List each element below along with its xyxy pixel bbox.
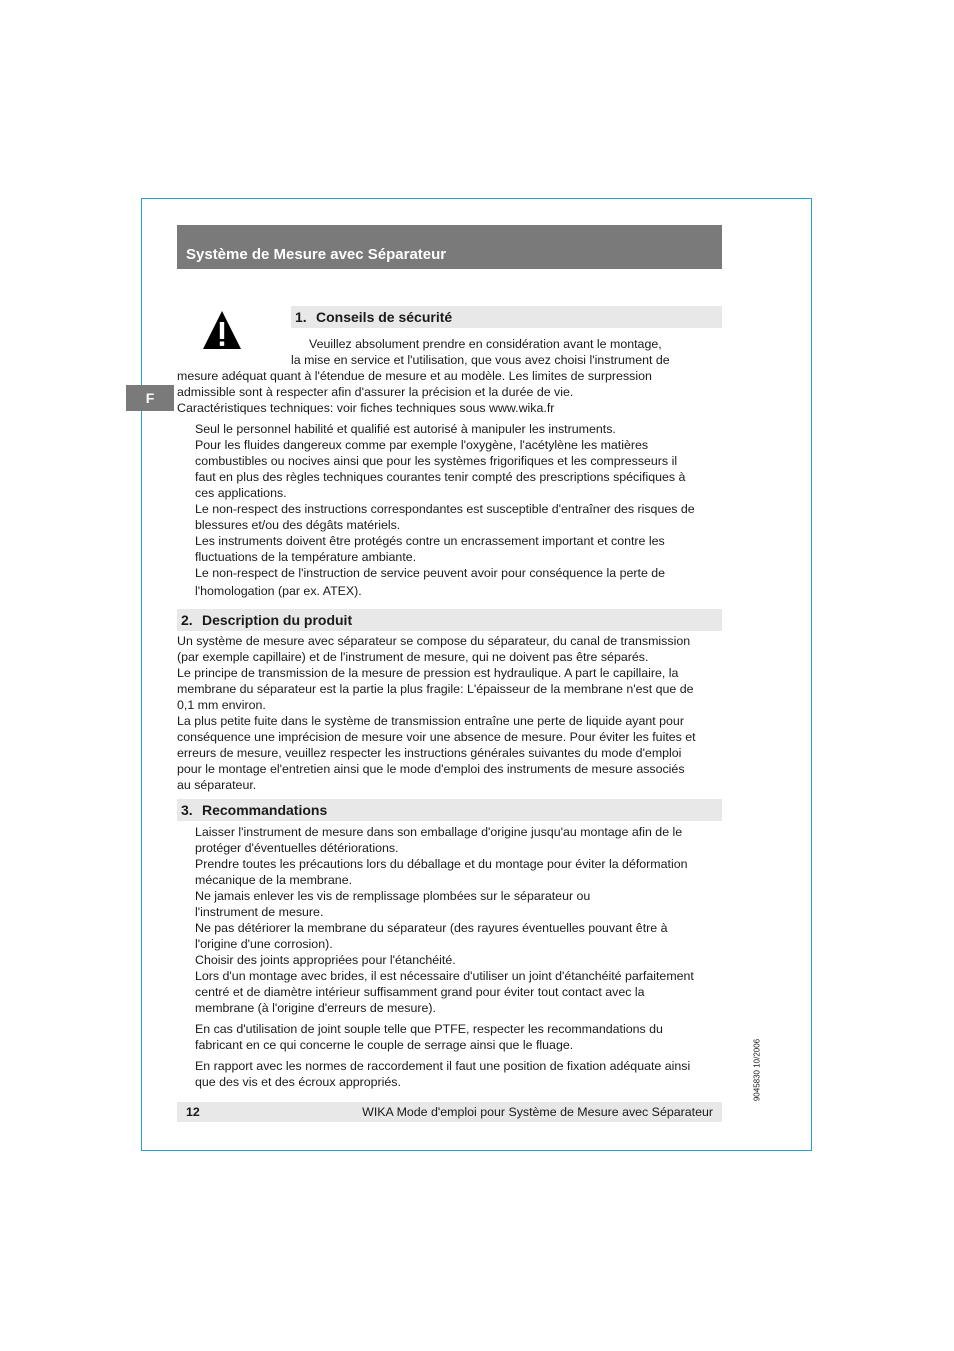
- text-line: (par exemple capillaire) et de l'instrument de mesure, qui ne doivent pas être séparés.: [177, 650, 649, 664]
- text-line: membrane du séparateur est la partie la plus fragile: L'épaisseur de la membrane n'est que de: [177, 682, 694, 696]
- section-title: Conseils de sécurité: [316, 309, 453, 325]
- text-line: La plus petite fuite dans le système de transmission entraîne une perte de liquide ayant pour: [177, 714, 684, 728]
- list-item: Ne pas détériorer la membrane du séparateur (des rayures éventuelles pouvant être à: [195, 921, 668, 935]
- list-item: En cas d'utilisation de joint souple telle que PTFE, respecter les recommandations du: [195, 1022, 663, 1036]
- list-item: Les instruments doivent être protégés contre un encrassement important et contre les: [195, 534, 665, 548]
- list-item: ces applications.: [195, 486, 287, 500]
- footer-title: WIKA Mode d'emploi pour Système de Mesure avec Séparateur: [362, 1105, 713, 1119]
- list-item: Seul le personnel habilité et qualifié est autorisé à manipuler les instruments.: [195, 422, 616, 436]
- text-line: Le principe de transmission de la mesure de pression est hydraulique. A part le capillaire, la: [177, 666, 679, 680]
- section-title: Recommandations: [202, 802, 328, 818]
- list-item: blessures et/ou des dégâts matériels.: [195, 518, 401, 532]
- text-line: 0,1 mm environ.: [177, 698, 266, 712]
- language-tab: F: [126, 385, 174, 411]
- list-item: fabricant en ce qui concerne le couple de serrage ainsi que le fluage.: [195, 1038, 574, 1052]
- document-number: 9045830 10/2006: [752, 1038, 762, 1102]
- section-number: 1.: [295, 309, 307, 325]
- list-item: Le non-respect des instructions correspondantes est susceptible d'entraîner des risques de: [195, 502, 695, 516]
- safety-intro-line: mesure adéquat quant à l'étendue de mesure et au modèle. Les limites de surpression: [177, 369, 652, 383]
- list-item: l'origine d'une corrosion).: [195, 937, 333, 951]
- list-item: Ne jamais enlever les vis de remplissage plombées sur le séparateur ou: [195, 889, 591, 903]
- product-description: [177, 633, 696, 793]
- recommendations-list: [195, 824, 694, 1016]
- list-item: Laisser l'instrument de mesure dans son emballage d'origine jusqu'au montage afin de le: [195, 825, 683, 839]
- list-item: faut en plus des règles techniques courantes tenir compté des prescriptions spécifiques à: [195, 470, 686, 484]
- list-item: En rapport avec les normes de raccordement il faut une position de fixation adéquate ainsi: [195, 1059, 691, 1073]
- list-item: centré et de diamètre intérieur suffisamment grand pour éviter tout contact avec la: [195, 985, 645, 999]
- safety-intro-line: admissible sont à respecter afin d'assurer la précision et la durée de vie.: [177, 385, 574, 399]
- page-title: Système de Mesure avec Séparateur: [186, 246, 447, 263]
- text-line: au séparateur.: [177, 778, 257, 792]
- section-heading-product: [177, 609, 722, 631]
- recommendation-ptfe: [195, 1021, 663, 1053]
- recommendation-fixation: [195, 1058, 690, 1090]
- section-heading-recommendations: [177, 799, 722, 821]
- text-line: conséquence une imprécision de mesure voir une absence de mesure. Pour éviter les fuites et: [177, 730, 696, 744]
- safety-intro-line: la mise en service et l'utilisation, que vous avez choisi l'instrument de: [291, 353, 670, 367]
- list-item: Le non-respect de l'instruction de service peuvent avoir pour conséquence la perte de: [195, 566, 666, 580]
- list-item: Lors d'un montage avec brides, il est nécessaire d'utiliser un joint d'étanchéité parfaitement: [195, 969, 694, 983]
- list-item: protéger d'éventuelles détériorations.: [195, 841, 399, 855]
- list-item: que des vis et des écroux appropriés.: [195, 1075, 401, 1089]
- safety-intro-line: Veuillez absolument prendre en considération avant le montage,: [309, 337, 662, 351]
- list-item: membrane (à l'origine d'erreurs de mesure).: [195, 1001, 436, 1015]
- text-line: pour le montage el'entretien ainsi que le mode d'emploi des instruments de mesure associés: [177, 762, 685, 776]
- list-item: Choisir des joints appropriées pour l'étanchéité.: [195, 953, 456, 967]
- page-header: [177, 225, 722, 269]
- section-heading-safety: [291, 306, 722, 328]
- section-title: Description du produit: [202, 612, 353, 628]
- list-item: fluctuations de la température ambiante.: [195, 550, 417, 564]
- list-item: Prendre toutes les précautions lors du déballage et du montage pour éviter la déformation: [195, 857, 688, 871]
- safety-intro-line: Caractéristiques techniques: voir fiches techniques sous www.wika.fr: [177, 401, 555, 415]
- list-item: combustibles ou nocives ainsi que pour les systèmes frigorifiques et les compresseurs il: [195, 454, 678, 468]
- list-item: l'instrument de mesure.: [195, 905, 324, 919]
- text-line: Un système de mesure avec séparateur se compose du séparateur, du canal de transmission: [177, 634, 691, 648]
- safety-list: [195, 421, 695, 599]
- section-number: 2.: [181, 612, 193, 628]
- warning-icon: [202, 310, 242, 350]
- list-item: l'homologation (par ex. ATEX).: [195, 584, 362, 598]
- page-number: 12: [186, 1105, 200, 1119]
- page-footer: [177, 1102, 722, 1122]
- text-line: erreurs de mesure, veuillez respecter les instructions générales suivantes du mode d'emploi: [177, 746, 682, 760]
- section-number: 3.: [181, 802, 193, 818]
- list-item: Pour les fluides dangereux comme par exemple l'oxygène, l'acétylène les matières: [195, 438, 649, 452]
- list-item: mécanique de la membrane.: [195, 873, 353, 887]
